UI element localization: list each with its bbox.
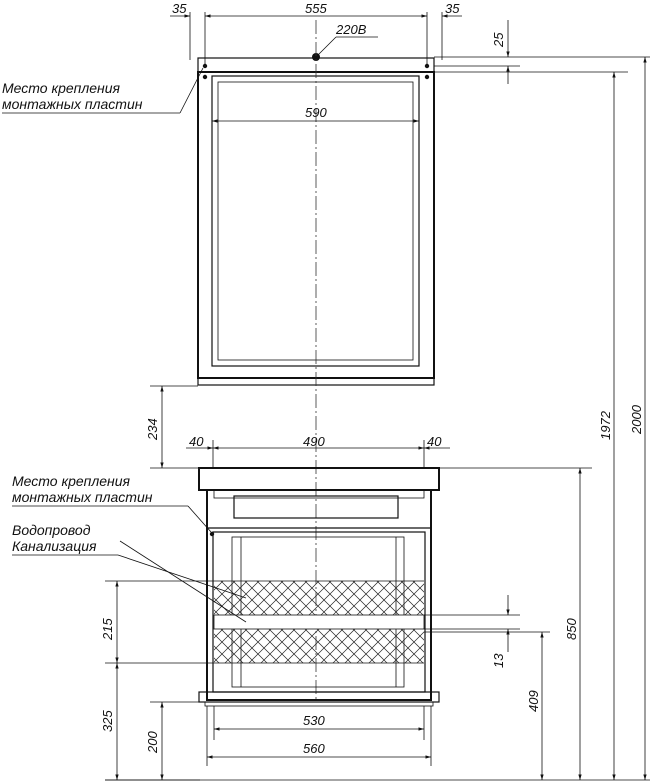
zone-gap-label: 13 (491, 653, 506, 668)
countertop (199, 468, 439, 490)
cabinet-left-offset-label: 40 (189, 434, 204, 449)
cabinet-between-plates-label: 490 (303, 434, 325, 449)
mount-plate-left-low (203, 75, 207, 79)
pipe-notes (12, 522, 246, 622)
power-label-group (318, 22, 378, 55)
mirror-mount-note-line2: монтажных пластин (2, 96, 143, 112)
zone-bottom-label: 409 (526, 690, 541, 712)
gap-dimension (145, 386, 198, 468)
mount-plate-right (425, 64, 429, 68)
cabinet-right-offset-label: 40 (427, 434, 442, 449)
zone-height-label: 215 (100, 618, 115, 640)
mirror-mount-note (2, 68, 203, 113)
zone-gap-dimension (424, 595, 520, 668)
mirror-glass (218, 82, 413, 360)
total-height-label: 2000 (629, 405, 644, 434)
leg-height-dimension (145, 702, 199, 780)
mirror-between-plates-label: 555 (305, 1, 327, 16)
cabinet-height-dimension (439, 468, 592, 780)
water-supply-label: Водопровод (12, 522, 91, 538)
pipe-height-label: 325 (100, 710, 115, 732)
outer-width-label: 560 (303, 741, 325, 756)
vanity-cabinet (199, 468, 439, 706)
leg-height-label: 200 (145, 731, 160, 753)
zone-bottom-dimension (424, 632, 550, 780)
mount-plate-right-low (425, 75, 429, 79)
mount-plate-left (203, 64, 207, 68)
cabinet-mount-note-line2: монтажных пластин (12, 489, 153, 505)
inner-width-dimension (214, 706, 424, 740)
cabinet-height-label: 850 (564, 618, 579, 640)
pipe-height-dimension (100, 663, 200, 780)
drain-label: Канализация (12, 538, 97, 554)
mirror-mount-note-line1: Место крепления (2, 80, 121, 96)
mirror-top-offset-label: 25 (491, 32, 506, 47)
gap-label: 234 (145, 418, 160, 440)
cabinet-mount-plate-left (210, 532, 214, 536)
power-label: 220В (336, 22, 367, 37)
mirror-right-offset-label: 35 (445, 1, 460, 16)
cabinet-top-dimensions (186, 434, 450, 468)
zone-height-dimension (100, 581, 214, 663)
height-to-mount-label: 1972 (598, 411, 613, 440)
mirror-top-offset-dimension (434, 20, 520, 84)
cabinet-top-inset (214, 490, 424, 498)
mirror-width-label: 590 (305, 105, 327, 120)
inner-width-label: 530 (303, 713, 325, 728)
mirror-left-offset-label: 35 (172, 1, 187, 16)
mirror-width-dimension (212, 105, 419, 121)
cabinet-mount-note-line1: Место крепления (12, 473, 131, 489)
